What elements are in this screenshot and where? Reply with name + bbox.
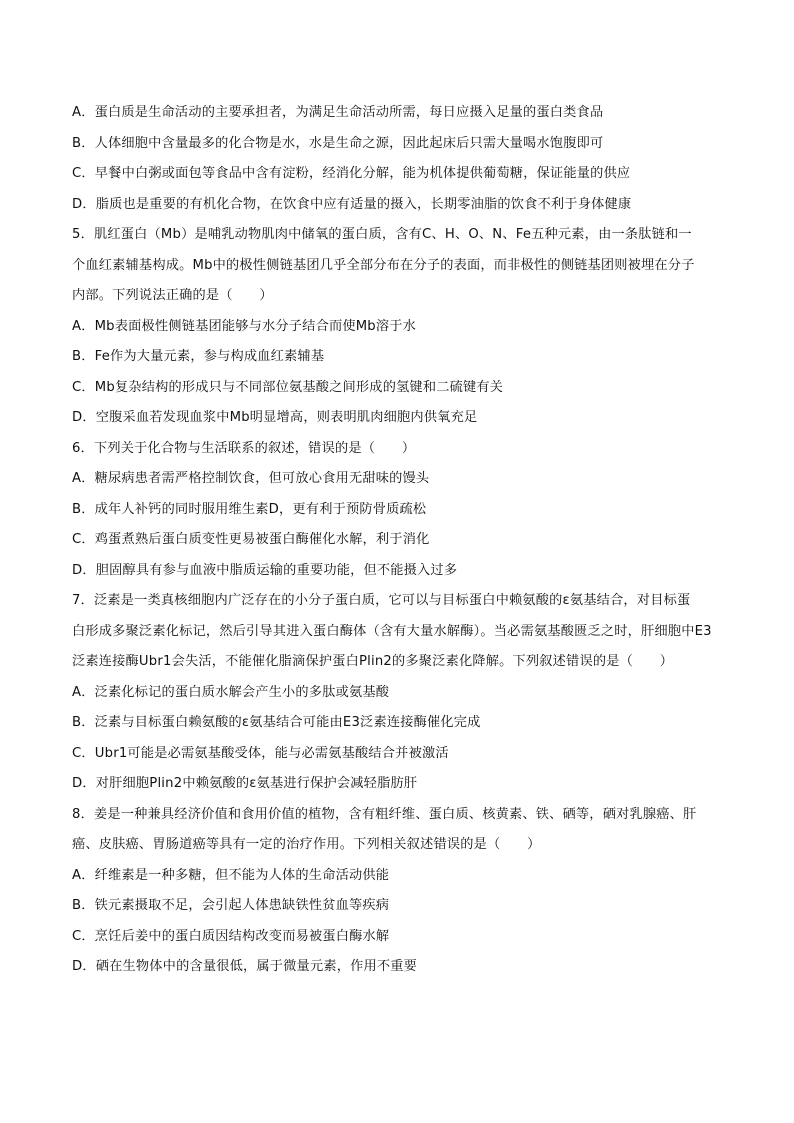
option-a-q5: A．Mb表面极性侧链基团能够与水分子结合而使Mb溶于水 [72, 319, 417, 334]
question-5-line-2: 个血红素辅基构成。Mb中的极性侧链基团几乎全部分布在分子的表面，而非极性的侧链基团则被埋在分子 [72, 258, 695, 273]
option-d-q7: D．对肝细胞Plin2中赖氨酸的ε氨基进行保护会减轻脂肪肝 [72, 776, 418, 791]
question-7-line-3: 泛素连接酶Ubr1会失活，不能催化脂滴保护蛋白Plin2的多聚泛素化降解。下列叙述错误的是（ ） [72, 654, 674, 669]
option-a-q7: A．泛素化标记的蛋白质水解会产生小的多肽或氨基酸 [72, 685, 390, 700]
option-a-q6: A．糖尿病患者需严格控制饮食，但可放心食用无甜味的馒头 [72, 471, 430, 486]
question-6-line-1: 6．下列关于化合物与生活联系的叙述，错误的是（ ） [72, 441, 416, 456]
option-c-q7: C．Ubr1可能是必需氨基酸受体，能与必需氨基酸结合并被激活 [72, 746, 449, 761]
option-d-q6: D．胆固醇具有参与血液中脂质运输的重要功能，但不能摄入过多 [72, 563, 458, 578]
option-a-q8: A．纤维素是一种多糖，但不能为人体的生命活动供能 [72, 868, 390, 883]
question-7-line-2: 白形成多聚泛素化标记，然后引导其进入蛋白酶体（含有大量水解酶）。当必需氨基酸匮乏之时，肝细胞中E3 [72, 624, 712, 639]
option-c-q8: C．烹饪后姜中的蛋白质因结构改变而易被蛋白酶水解 [72, 929, 390, 944]
question-5-line-1: 5．肌红蛋白（Mb）是哺乳动物肌肉中储氧的蛋白质，含有C、H、O、N、Fe五种元素，由一条肽链和一 [72, 227, 692, 242]
option-b-q5: B．Fe作为大量元素，参与构成血红素辅基 [72, 349, 325, 364]
option-c-q4: C．早餐中白粥或面包等食品中含有淀粉，经消化分解，能为机体提供葡萄糖，保证能量的供应 [72, 166, 631, 181]
option-d-q4: D．脂质也是重要的有机化合物，在饮食中应有适量的摄入，长期零油脂的饮食不利于身体健康 [72, 197, 632, 212]
option-b-q8: B．铁元素摄取不足，会引起人体患缺铁性贫血等疾病 [72, 898, 390, 913]
option-b-q4: B．人体细胞中含量最多的化合物是水，水是生命之源，因此起床后只需大量喝水饱腹即可 [72, 136, 604, 151]
option-a-q4: A．蛋白质是生命活动的主要承担者，为满足生命活动所需，每日应摄入足量的蛋白类食品 [72, 105, 604, 120]
option-c-q5: C．Mb复杂结构的形成只与不同部位氨基酸之间形成的氢键和二硫键有关 [72, 380, 504, 395]
option-d-q5: D．空腹采血若发现血浆中Mb明显增高，则表明肌肉细胞内供氧充足 [72, 410, 478, 425]
option-c-q6: C．鸡蛋煮熟后蛋白质变性更易被蛋白酶催化水解，利于消化 [72, 532, 430, 547]
question-5-line-3: 内部。下列说法正确的是（ ） [72, 288, 273, 303]
option-b-q7: B．泛素与目标蛋白赖氨酸的ε氨基结合可能由E3泛素连接酶催化完成 [72, 715, 481, 730]
option-b-q6: B．成年人补钙的同时服用维生素D，更有利于预防骨质疏松 [72, 502, 427, 517]
question-7-line-1: 7．泛素是一类真核细胞内广泛存在的小分子蛋白质，它可以与目标蛋白中赖氨酸的ε氨基结合，对目标蛋 [72, 593, 691, 608]
option-d-q8: D．硒在生物体中的含量很低，属于微量元素，作用不重要 [72, 959, 418, 974]
question-8-line-1: 8．姜是一种兼具经济价值和食用价值的植物，含有粗纤维、蛋白质、核黄素、铁、硒等，硒对乳腺癌、肝 [72, 807, 697, 822]
question-8-line-2: 癌、皮肤癌、胃肠道癌等具有一定的治疗作用。下列相关叙述错误的是（ ） [72, 837, 541, 852]
